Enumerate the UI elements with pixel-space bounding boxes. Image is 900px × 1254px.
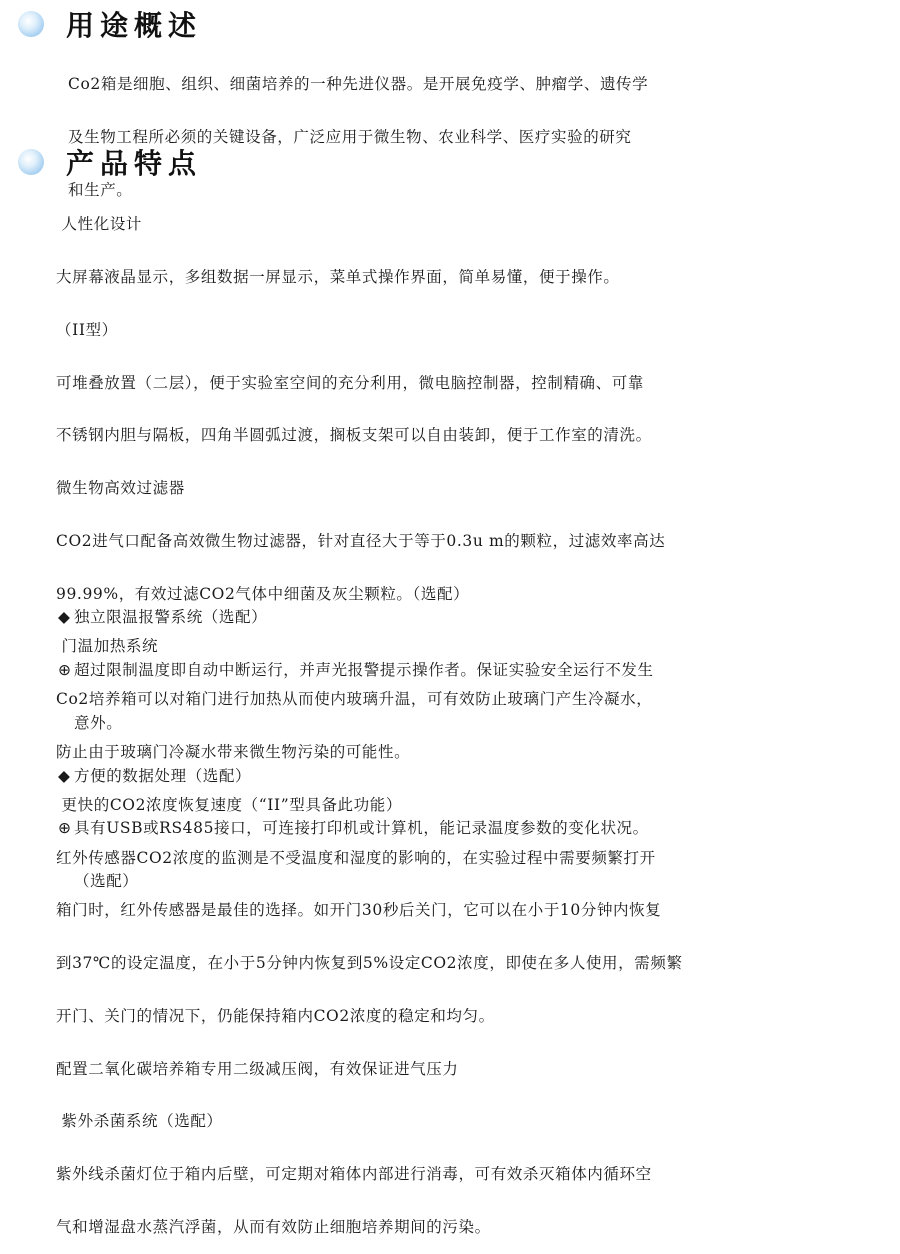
feature-item	[58, 768, 654, 786]
diamond-icon: ◆	[58, 766, 71, 785]
section-heading-usage	[18, 4, 202, 44]
round-bullet-icon	[18, 149, 44, 175]
text-line: 及生物工程所必须的关键设备，广泛应用于微生物、农业科学、医疗实验的研究	[68, 127, 632, 146]
text-line: Co2箱是细胞、组织、细菌培养的一种先进仪器。是开展免疫学、肿瘤学、遗传学	[68, 75, 649, 94]
circle-plus-icon: ⊕	[58, 819, 72, 838]
text-line: CO2进气口配备高效微生物过滤器，针对直径大于等于0.3u m的颗粒，过滤效率高达	[56, 531, 666, 550]
extras-list	[58, 574, 654, 908]
text-line: 方便的数据处理（选配）	[74, 766, 252, 785]
text-line: 配置二氧化碳培养箱专用二级减压阀，有效保证进气压力	[56, 1059, 459, 1078]
text-line: 门温加热系统	[56, 637, 159, 656]
text-line: 99.99%，有效过滤CO2气体中细菌及灰尘颗粒。（选配）	[56, 584, 470, 603]
text-line: 气和增湿盘水蒸汽浮菌，从而有效防止细胞培养期间的污染。	[56, 1218, 491, 1237]
feature-item	[58, 609, 654, 627]
text-line: 人性化设计	[56, 215, 143, 234]
feature-item	[58, 873, 654, 891]
text-line: 箱门时，红外传感器是最佳的选择。如开门30秒后关门，它可以在小于10分钟内恢复	[56, 901, 662, 920]
text-line: （II型）	[56, 320, 118, 339]
text-line: 到37℃的设定温度，在小于5分钟内恢复到5%设定CO2浓度，即使在多人使用，需频繁	[56, 954, 683, 973]
text-line: 具有USB或RS485接口，可连接打印机或计算机，能记录温度参数的变化状况。	[74, 819, 649, 838]
text-line: Co2培养箱可以对箱门进行加热从而使内玻璃升温，可有效防止玻璃门产生冷凝水，	[56, 690, 653, 709]
text-line: 紫外杀菌系统（选配）	[56, 1112, 223, 1131]
text-line: 开门、关门的情况下，仍能保持箱内CO2浓度的稳定和均匀。	[56, 1006, 495, 1025]
feature-item	[58, 715, 654, 733]
text-line: 不锈钢内胆与隔板，四角半圆弧过渡，搁板支架可以自由装卸，便于工作室的清洗。	[56, 426, 652, 445]
text-line: 独立限温报警系统（选配）	[74, 608, 268, 627]
text-line: 大屏幕液晶显示，多组数据一屏显示，菜单式操作界面，简单易懂，便于操作。	[56, 267, 620, 286]
text-line: 和生产。	[68, 180, 133, 199]
text-line: 红外传感器CO2浓度的监测是不受温度和湿度的影响的，在实验过程中需要频繁打开	[56, 848, 656, 867]
section-title: 产品特点	[66, 147, 203, 180]
text-line: 超过限制温度即自动中断运行，并声光报警提示操作者。保证实验安全运行不发生	[74, 660, 654, 679]
feature-item	[58, 820, 654, 838]
section-heading-features	[18, 142, 202, 182]
text-line: 更快的CO2浓度恢复速度（“II”型具备此功能）	[56, 795, 402, 814]
text-line: 可堆叠放置（二层），便于实验室空间的充分利用，微电脑控制器，控制精确、可靠	[56, 373, 644, 392]
text-line: 意外。	[74, 713, 123, 732]
text-line: 防止由于玻璃门冷凝水带来微生物污染的可能性。	[56, 743, 411, 761]
text-line: 微生物高效过滤器	[56, 479, 185, 498]
text-line: （选配）	[74, 872, 139, 891]
text-line: 紫外线杀菌灯位于箱内后壁，可定期对箱体内部进行消毒，可有效杀灭箱体内循环空	[56, 1165, 652, 1184]
round-bullet-icon	[18, 11, 44, 37]
feature-item	[58, 662, 654, 680]
section-title: 用途概述	[66, 9, 203, 42]
diamond-icon: ◆	[58, 608, 71, 627]
circle-plus-icon: ⊕	[58, 660, 72, 679]
